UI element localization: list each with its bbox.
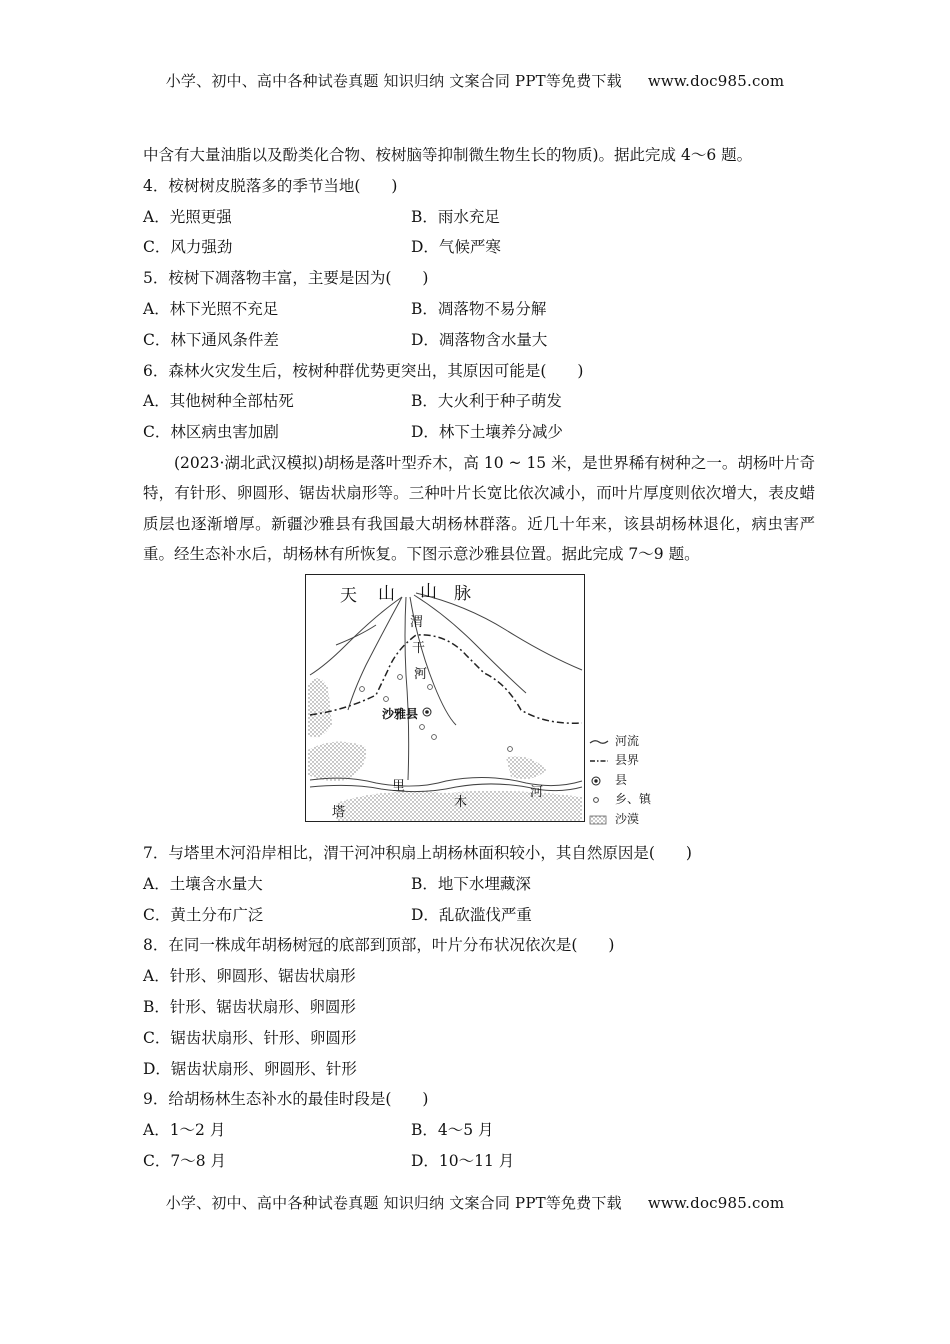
map-label-mountain-4: 脉 <box>454 583 471 604</box>
map-label-tarim-4: 河 <box>530 784 544 800</box>
q9-option-d: D．10～11 月 <box>411 1151 515 1170</box>
q4-option-d: D．气候严寒 <box>411 238 501 257</box>
q5-option-c: C．林下通风条件差 <box>143 330 279 349</box>
q6-stem: 6．森林火灾发生后，桉树种群优势更突出，其原因可能是( ) <box>143 361 584 380</box>
q4-option-c: C．风力强劲 <box>143 238 233 257</box>
map-label-weigan-1: 渭 <box>410 614 424 630</box>
map-legend <box>589 732 651 830</box>
q5-option-d: D．凋落物含水量大 <box>411 330 548 349</box>
q6-options-row2 <box>143 417 815 448</box>
q6-option-a: A．其他树种全部枯死 <box>143 392 294 411</box>
intro-tail: 中含有大量油脂以及酚类化合物、桉树脑等抑制微生物生长的物质)。据此完成 4～6 题。 <box>143 146 753 164</box>
shaya-map <box>305 574 585 822</box>
q4-option-a: A．光照更强 <box>143 207 232 226</box>
town-dot-icon <box>589 794 609 806</box>
map-label-mountain-3: 山 <box>420 581 437 602</box>
q9-stem: 9．给胡杨林生态补水的最佳时段是( ) <box>143 1090 429 1109</box>
county-seat-icon <box>423 708 431 716</box>
county-border-dash-icon <box>589 755 609 767</box>
q9-options-row2 <box>143 1146 815 1177</box>
map-label-weigan-3: 河 <box>414 666 428 682</box>
footer-site: www.doc985.com <box>647 1194 785 1212</box>
passage-populus: (2023·湖北武汉模拟)胡杨是落叶型乔木，高 10 ~ 15 米，是世界稀有树种之一。胡杨叶片奇特，有针形、卵圆形、锯齿状扇形等。三种叶片长宽比依次减小，而叶片厚度则依次增大，表皮蜡质层也逐渐增厚。新疆沙雅县有我国最大胡杨林群落。近几十年来，该县胡杨林退化，病虫害严重。经生态补水后，胡杨林有所恢复。下图示意沙雅县位置。据此完成 7～9 题。 <box>143 453 815 564</box>
page-footer <box>0 1192 950 1213</box>
desert-hatch-icon <box>589 814 609 826</box>
q5-options-row2 <box>143 325 815 356</box>
q7-options-row1 <box>143 869 815 900</box>
legend-label-river: 河流 <box>615 733 640 748</box>
legend-river <box>589 732 651 752</box>
q7-option-d: D．乱砍滥伐严重 <box>411 905 532 924</box>
q7-stem: 7．与塔里木河沿岸相比，渭干河冲积扇上胡杨林面积较小，其自然原因是( ) <box>143 843 692 862</box>
map-label-tarim-2: 里 <box>392 778 406 794</box>
q4-options-row2 <box>143 232 815 263</box>
q6-options-row1 <box>143 386 815 417</box>
q9-option-c: C．7～8 月 <box>143 1151 227 1170</box>
legend-border <box>589 751 651 771</box>
q7-option-c: C．黄土分布广泛 <box>143 905 264 924</box>
map-label-tarim-1: 塔 <box>332 804 346 820</box>
legend-label-border: 县界 <box>615 753 640 768</box>
page-header <box>0 70 950 91</box>
q5-stem: 5．桉树下凋落物丰富，主要是因为( ) <box>143 269 429 288</box>
legend-town <box>589 790 651 810</box>
header-site: www.doc985.com <box>647 72 785 90</box>
q8-option-c: C．锯齿状扇形、针形、卵圆形 <box>143 1028 357 1047</box>
legend-county <box>589 771 651 791</box>
q4-options-row1 <box>143 202 815 233</box>
map-label-county: 沙雅县 <box>382 706 419 721</box>
legend-label-town: 乡、镇 <box>615 792 652 807</box>
map-label-weigan-2: 干 <box>412 640 426 656</box>
q8-option-d: D．锯齿状扇形、卵圆形、针形 <box>143 1059 357 1078</box>
footer-text: 小学、初中、高中各种试卷真题 知识归纳 文案合同 PPT等免费下载 <box>165 1194 622 1212</box>
q4-option-b: B．雨水充足 <box>411 207 500 226</box>
county-circle-icon <box>589 775 609 787</box>
q7-option-b: B．地下水埋藏深 <box>411 874 531 893</box>
q6-option-d: D．林下土壤养分减少 <box>411 423 563 442</box>
river-line-icon <box>589 736 609 748</box>
q7-options-row2 <box>143 900 815 931</box>
map-label-mountain-1: 天 <box>340 585 357 606</box>
q8-option-b: B．针形、锯齿状扇形、卵圆形 <box>143 997 356 1016</box>
q5-option-b: B．凋落物不易分解 <box>411 299 547 318</box>
q9-option-b: B．4～5 月 <box>411 1121 494 1140</box>
q5-options-row1 <box>143 294 815 325</box>
legend-desert <box>589 810 651 830</box>
map-label-tarim-3: 木 <box>454 794 468 810</box>
q9-options-row1 <box>143 1115 815 1146</box>
legend-label-desert: 沙漠 <box>615 811 640 826</box>
q4-stem: 4．桉树树皮脱落多的季节当地( ) <box>143 176 398 195</box>
shaya-map-figure <box>143 574 815 836</box>
q9-option-a: A．1～2 月 <box>143 1121 226 1140</box>
q7-option-a: A．土壤含水量大 <box>143 874 263 893</box>
map-label-mountain-2: 山 <box>378 583 395 604</box>
legend-label-county: 县 <box>615 772 628 787</box>
q6-option-b: B．大火利于种子萌发 <box>411 392 562 411</box>
q6-option-c: C．林区病虫害加剧 <box>143 423 279 442</box>
q8-stem: 8．在同一株成年胡杨树冠的底部到顶部，叶片分布状况依次是( ) <box>143 936 615 955</box>
header-text: 小学、初中、高中各种试卷真题 知识归纳 文案合同 PPT等免费下载 <box>165 72 622 90</box>
q5-option-a: A．林下光照不充足 <box>143 299 279 318</box>
q8-option-a: A．针形、卵圆形、锯齿状扇形 <box>143 967 356 986</box>
exam-content <box>143 140 815 1177</box>
